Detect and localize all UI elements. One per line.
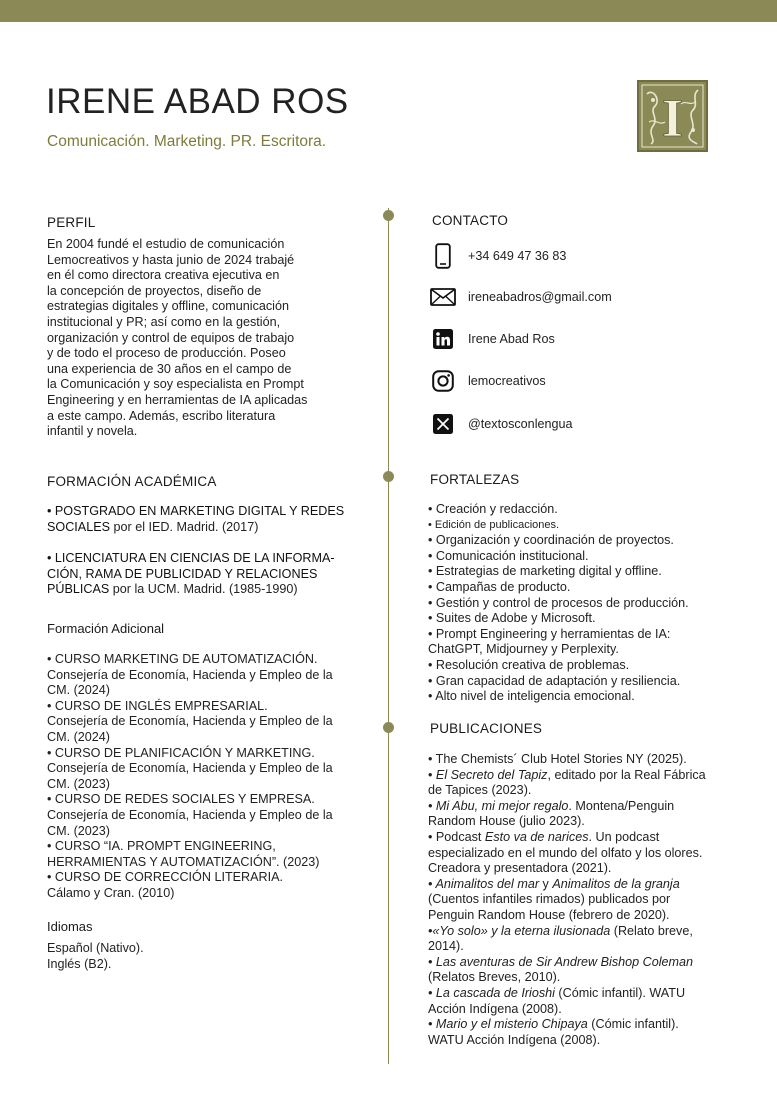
additional-training-heading: Formación Adicional <box>47 621 165 636</box>
degree-detail: por el IED. Madrid. (2017) <box>110 519 259 534</box>
profile-line: una experiencia de 30 años en el campo de <box>47 361 292 376</box>
profile-line: y de todo el proceso de producción. Poseo <box>47 346 286 361</box>
strength-item: • Resolución creativa de problemas. <box>428 657 630 672</box>
degree-postgraduate <box>47 504 372 535</box>
course-line: HERRAMIENTAS Y AUTOMATIZACIÓN”. (2023) <box>47 854 320 869</box>
instagram-handle[interactable]: lemocreativos <box>468 374 546 388</box>
publication-title: El Secreto del Tapiz <box>435 767 548 782</box>
publication-item <box>428 986 763 1002</box>
publication-detail: Acción Indígena (2008). <box>428 1001 562 1016</box>
candidate-subtitle: Comunicación. Marketing. PR. Escritora. <box>47 133 327 150</box>
publication-detail: • Podcast <box>428 829 485 844</box>
monogram-logo <box>637 80 708 152</box>
publication-detail: (Cuentos infantiles rimados) publicados por <box>428 892 671 907</box>
phone-icon <box>430 243 456 269</box>
languages-heading: Idiomas <box>47 919 93 934</box>
course-line: Consejería de Economía, Hacienda y Empleo de la <box>47 807 333 822</box>
contact-phone[interactable] <box>430 243 566 269</box>
profile-line: la Comunicación y soy especialista en Prompt <box>47 377 304 392</box>
course-line: CM. (2024) <box>47 683 110 698</box>
strength-item: • Gestión y control de procesos de producción. <box>428 595 689 610</box>
monogram-letter: I <box>661 88 684 148</box>
bullet: • <box>428 767 436 782</box>
divider-dot <box>383 471 394 482</box>
strength-item: • Comunicación institucional. <box>428 548 589 563</box>
contact-linkedin[interactable] <box>430 326 555 352</box>
profile-line: En 2004 fundé el estudio de comunicación <box>47 237 285 251</box>
languages-list <box>47 941 144 972</box>
contact-heading: CONTACTO <box>432 213 509 228</box>
profile-text <box>47 237 367 440</box>
publication-item <box>428 877 763 893</box>
profile-line: estrategias digitales y offline, comunicación <box>47 299 289 314</box>
publication-detail: . Un podcast <box>588 829 660 844</box>
candidate-name: IRENE ABAD ROS <box>46 82 349 121</box>
degree-licenciatura <box>47 551 372 598</box>
strength-item: • Creación y redacción. <box>428 502 558 516</box>
profile-line: organización y control de equipos de trabajo <box>47 330 295 345</box>
degree-line: CIÓN, RAMA DE PUBLICIDAD Y RELACIONES <box>47 566 318 581</box>
strength-item: • Gran capacidad de adaptación y resiliencia. <box>428 673 681 688</box>
linkedin-icon <box>430 326 456 352</box>
course-line: CM. (2023) <box>47 776 110 791</box>
publication-detail: WATU Acción Indígena (2008). <box>428 1032 601 1047</box>
publication-detail: (Relato breve, <box>610 923 693 938</box>
course-line: CM. (2024) <box>47 729 110 744</box>
profile-line: Engineering y en herramientas de IA aplicadas <box>47 392 308 407</box>
profile-line: institucional y PR; así como en la gestión, <box>47 314 281 329</box>
language-item: Español (Nativo). <box>47 941 144 955</box>
profile-line: Lemocreativos y hasta junio de 2024 trabajé <box>47 252 295 267</box>
additional-training-list <box>47 652 377 902</box>
profile-line: en él como directora creativa ejecutiva en <box>47 268 280 283</box>
email-address[interactable]: ireneabadros@gmail.com <box>468 290 612 304</box>
publication-detail: (Cómic infantil). <box>587 1017 679 1032</box>
top-accent-bar <box>0 0 777 22</box>
publication-detail: especializado en el mundo del olfato y los olores. <box>428 845 703 860</box>
publication-detail: . Montena/Penguin <box>568 798 675 813</box>
course-line: • CURSO DE INGLÉS EMPRESARIAL. <box>47 698 268 713</box>
divider-dot <box>383 722 394 733</box>
publication-detail: , editado por la Real Fábrica <box>547 767 706 782</box>
course-line: • CURSO MARKETING DE AUTOMATIZACIÓN. <box>47 652 318 666</box>
publication-detail: de Tapices (2023). <box>428 783 532 798</box>
strength-item: • Edición de publicaciones. <box>428 518 560 531</box>
contact-instagram[interactable] <box>430 368 546 394</box>
publication-title: Esto va de narices <box>484 829 589 844</box>
course-line: • CURSO “IA. PROMPT ENGINEERING, <box>47 839 276 854</box>
contact-x[interactable] <box>430 411 573 437</box>
publication-detail: y <box>539 876 553 891</box>
publication-detail: Penguin Random House (febrero de 2020). <box>428 907 670 922</box>
publication-item <box>428 799 763 815</box>
publication-item: • The Chemists´ Club Hotel Stories NY (2025). <box>428 752 687 766</box>
contact-email[interactable] <box>430 284 612 310</box>
publication-detail: Random House (julio 2023). <box>428 814 585 829</box>
strength-item: • Prompt Engineering y herramientas de IA: <box>428 626 671 641</box>
publication-item <box>428 768 763 784</box>
degree-detail: por la UCM. Madrid. (1985-1990) <box>109 582 298 597</box>
strength-item: ChatGPT, Midjourney y Perplexity. <box>428 642 619 657</box>
course-line: • CURSO DE PLANIFICACIÓN Y MARKETING. <box>47 745 315 760</box>
degree-line: SOCIALES <box>47 519 110 534</box>
profile-heading: PERFIL <box>47 215 96 230</box>
profile-line: infantil y novela. <box>47 424 138 439</box>
publications-list <box>428 752 763 1048</box>
publication-detail: (Relatos Breves, 2010). <box>428 970 561 985</box>
publication-title: • Mario y el misterio Chipaya <box>428 1017 588 1032</box>
publication-title: • Animalitos del mar <box>428 876 540 891</box>
phone-number[interactable]: +34 649 47 36 83 <box>468 249 567 263</box>
publications-heading: PUBLICACIONES <box>430 721 543 736</box>
publication-title: Animalitos de la granja <box>552 876 680 891</box>
publication-item <box>428 830 763 846</box>
degree-line: PÚBLICAS <box>47 582 110 597</box>
publication-item <box>428 924 763 940</box>
publication-title: • La cascada de Irioshi <box>428 985 555 1000</box>
language-item: Inglés (B2). <box>47 956 112 971</box>
course-line: • CURSO DE REDES SOCIALES Y EMPRESA. <box>47 792 315 807</box>
publication-detail: 2014). <box>428 939 464 954</box>
publication-detail: Creadora y presentadora (2021). <box>428 861 612 876</box>
strength-item: • Campañas de producto. <box>428 579 571 594</box>
profile-line: a este campo. Además, escribo literatura <box>47 408 276 423</box>
degree-line: • POSTGRADO EN MARKETING DIGITAL Y REDES <box>47 504 345 518</box>
degree-line: • LICENCIATURA EN CIENCIAS DE LA INFORMA- <box>47 551 335 565</box>
course-line: Consejería de Economía, Hacienda y Empleo de la <box>47 761 333 776</box>
publication-detail: (Cómic infantil). WATU <box>554 985 686 1000</box>
publication-title: • Las aventuras de Sir Andrew Bishop Coleman <box>428 954 694 969</box>
instagram-icon <box>430 368 456 394</box>
mail-icon <box>430 284 456 310</box>
column-divider <box>388 208 389 1064</box>
course-line: Consejería de Economía, Hacienda y Empleo de la <box>47 667 333 682</box>
course-line: • CURSO DE CORRECCIÓN LITERARIA. <box>47 870 284 885</box>
divider-dot <box>383 210 394 221</box>
strengths-list <box>428 502 758 705</box>
profile-line: la concepción de proyectos, diseño de <box>47 283 262 298</box>
strength-item: • Suites de Adobe y Microsoft. <box>428 611 596 626</box>
strengths-heading: FORTALEZAS <box>430 472 520 487</box>
course-line: Consejería de Economía, Hacienda y Empleo de la <box>47 714 333 729</box>
course-line: Cálamo y Cran. (2010) <box>47 885 175 900</box>
strength-item: • Alto nivel de inteligencia emocional. <box>428 689 635 704</box>
strength-item: • Estrategias de marketing digital y offline. <box>428 564 662 579</box>
x-logo-icon <box>430 411 456 437</box>
strength-item: • Organización y coordinación de proyectos. <box>428 533 674 548</box>
linkedin-name[interactable]: Irene Abad Ros <box>468 332 555 346</box>
education-heading: FORMACIÓN ACADÉMICA <box>47 474 217 489</box>
course-line: CM. (2023) <box>47 823 110 838</box>
publication-title: •«Yo solo» y la eterna ilusionada <box>428 923 611 938</box>
publication-title: • Mi Abu, mi mejor regalo <box>428 798 569 813</box>
publication-item <box>428 1017 763 1033</box>
x-handle[interactable]: @textosconlengua <box>468 417 573 431</box>
